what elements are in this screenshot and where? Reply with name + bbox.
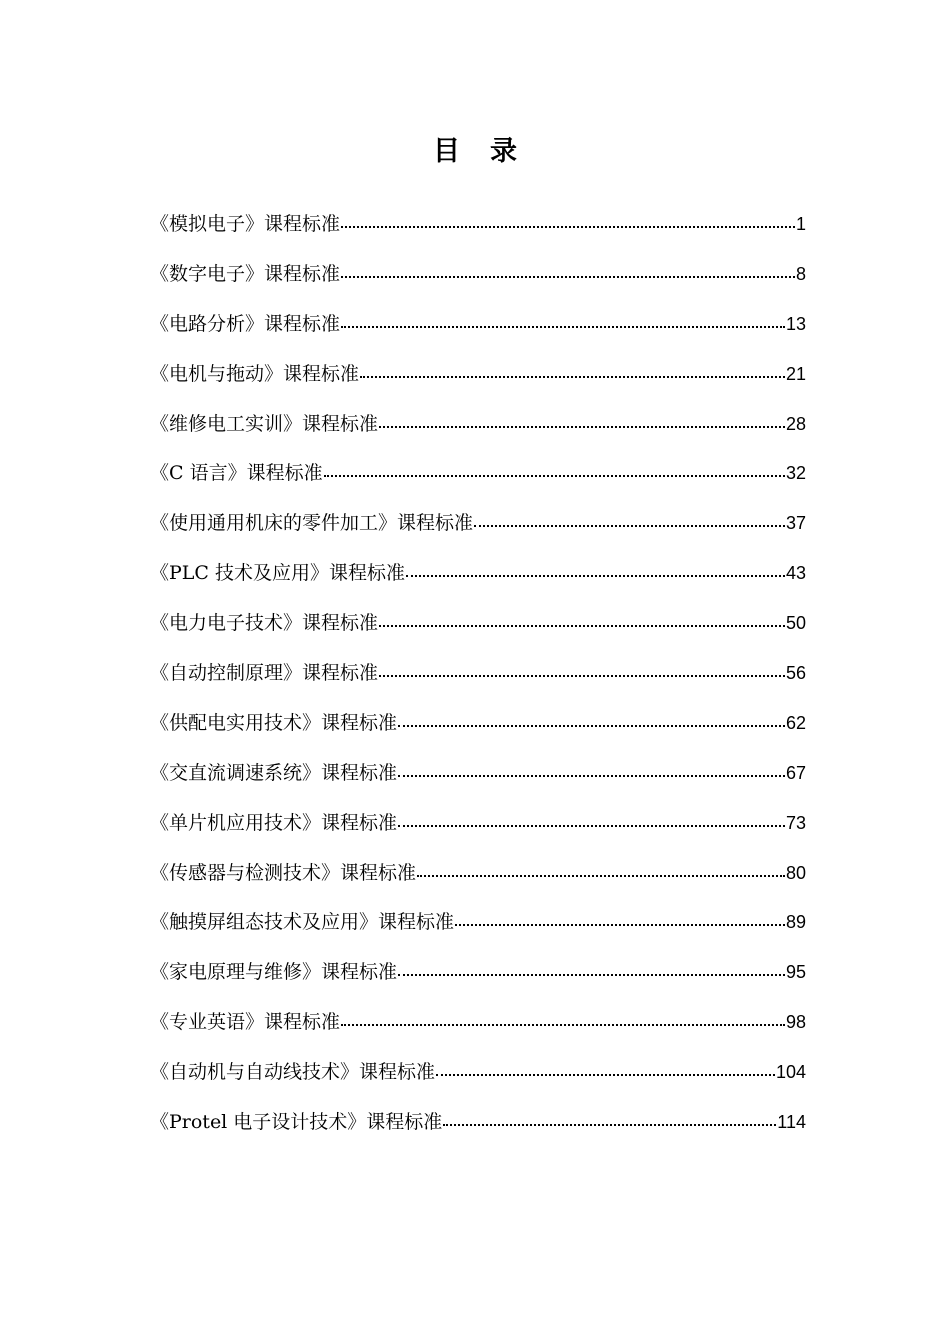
toc-entry-page: 62 bbox=[785, 712, 806, 733]
toc-dot-leader bbox=[417, 859, 785, 879]
toc-title bbox=[0, 132, 950, 172]
toc-dot-leader bbox=[360, 360, 785, 380]
toc-dot-leader bbox=[341, 260, 795, 280]
toc-entry[interactable] bbox=[150, 1055, 806, 1105]
toc-dot-leader bbox=[455, 908, 785, 928]
toc-dot-leader bbox=[341, 1008, 785, 1028]
toc-dot-leader bbox=[379, 410, 785, 430]
toc-entry-page: 80 bbox=[785, 862, 806, 883]
toc-dot-leader bbox=[443, 1108, 776, 1128]
toc-entry-label: 《电机与拖动》课程标准 bbox=[150, 362, 360, 385]
toc-dot-leader bbox=[398, 709, 785, 729]
toc-entry-label: 《使用通用机床的零件加工》课程标准 bbox=[150, 512, 474, 535]
toc-entry[interactable] bbox=[150, 407, 806, 457]
toc-entry-page: 50 bbox=[785, 613, 806, 634]
toc-entry[interactable] bbox=[150, 307, 806, 357]
toc-entry-label: 《C 语言》课程标准 bbox=[150, 462, 323, 485]
toc-entry-page: 43 bbox=[785, 563, 806, 584]
toc-entry[interactable] bbox=[150, 1005, 806, 1055]
toc-entry-label: 《单片机应用技术》课程标准 bbox=[150, 811, 398, 834]
toc-entry[interactable] bbox=[150, 806, 806, 856]
toc-entry[interactable] bbox=[150, 506, 806, 556]
toc-entry-page: 104 bbox=[775, 1062, 806, 1083]
toc-entry-page: 8 bbox=[795, 263, 806, 284]
toc-entry[interactable] bbox=[150, 856, 806, 906]
toc-entry-label: 《供配电实用技术》课程标准 bbox=[150, 711, 398, 734]
toc-entry-page: 13 bbox=[785, 313, 806, 334]
toc-entry-label: 《专业英语》课程标准 bbox=[150, 1011, 341, 1034]
toc-entry-label: 《电力电子技术》课程标准 bbox=[150, 612, 379, 635]
toc-entry-label: 《触摸屏组态技术及应用》课程标准 bbox=[150, 911, 455, 934]
toc-title-char-1: 目 bbox=[433, 136, 460, 167]
toc-entry[interactable] bbox=[150, 756, 806, 806]
toc-entry-label: 《模拟电子》课程标准 bbox=[150, 213, 341, 235]
toc-entry-page: 37 bbox=[785, 513, 806, 534]
toc-dot-leader bbox=[398, 759, 785, 779]
toc-dot-leader bbox=[379, 659, 785, 679]
toc-entry-label: 《PLC 技术及应用》课程标准 bbox=[150, 562, 405, 585]
toc-dot-leader bbox=[474, 509, 785, 529]
toc-entry-page: 21 bbox=[785, 363, 806, 384]
toc-entry[interactable] bbox=[150, 606, 806, 656]
toc-entry[interactable] bbox=[150, 905, 806, 955]
toc-dot-leader bbox=[406, 559, 785, 579]
toc-dot-leader bbox=[398, 958, 785, 978]
toc-entry-label: 《维修电工实训》课程标准 bbox=[150, 412, 379, 435]
toc-dot-leader bbox=[324, 459, 785, 479]
toc-entry-label: 《自动机与自动线技术》课程标准 bbox=[150, 1061, 436, 1084]
toc-entry-page: 32 bbox=[785, 463, 806, 484]
toc-entry[interactable] bbox=[150, 706, 806, 756]
toc-dot-leader bbox=[379, 609, 785, 629]
toc-dot-leader bbox=[398, 809, 785, 829]
toc-entry-page: 98 bbox=[785, 1012, 806, 1033]
toc-entry[interactable] bbox=[150, 656, 806, 706]
toc-entry-page: 67 bbox=[785, 762, 806, 783]
toc-entry-label: 《传感器与检测技术》课程标准 bbox=[150, 861, 417, 884]
toc-entry[interactable] bbox=[150, 257, 806, 307]
toc-entry[interactable] bbox=[150, 357, 806, 407]
toc-entry-label: 《Protel 电子设计技术》课程标准 bbox=[150, 1111, 443, 1134]
toc-entry[interactable] bbox=[150, 955, 806, 1005]
toc-entry[interactable] bbox=[150, 207, 806, 257]
toc-entry-page: 56 bbox=[785, 663, 806, 684]
toc-entry[interactable] bbox=[150, 1105, 806, 1155]
toc-entry-label: 《数字电子》课程标准 bbox=[150, 262, 341, 285]
toc-entry[interactable] bbox=[150, 456, 806, 506]
toc-entry-page: 114 bbox=[777, 1112, 806, 1133]
toc-dot-leader bbox=[436, 1058, 775, 1078]
toc-entry-page: 28 bbox=[785, 413, 806, 434]
toc-entry-page: 1 bbox=[795, 214, 806, 234]
toc-list bbox=[150, 207, 806, 1155]
toc-entry-label: 《家电原理与维修》课程标准 bbox=[150, 961, 398, 984]
toc-entry-label: 《交直流调速系统》课程标准 bbox=[150, 761, 398, 784]
toc-entry-page: 95 bbox=[785, 962, 806, 983]
toc-title-char-2: 录 bbox=[490, 136, 517, 167]
toc-dot-leader bbox=[341, 310, 785, 330]
toc-entry-page: 89 bbox=[785, 912, 806, 933]
toc-entry-page: 73 bbox=[785, 812, 806, 833]
toc-entry-label: 《电路分析》课程标准 bbox=[150, 312, 341, 335]
toc-dot-leader bbox=[341, 210, 795, 230]
toc-entry-label: 《自动控制原理》课程标准 bbox=[150, 662, 379, 685]
toc-entry[interactable] bbox=[150, 556, 806, 606]
